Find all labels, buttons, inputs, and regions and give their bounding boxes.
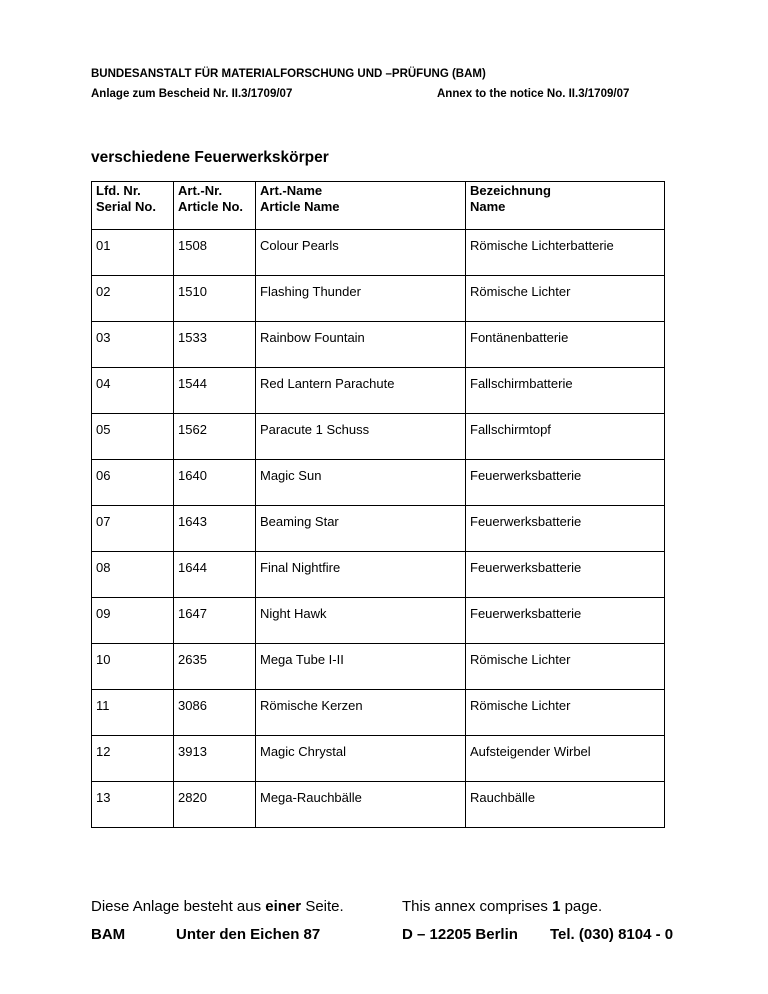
- article-no-cell: 1640: [174, 460, 256, 506]
- table-row: [92, 644, 665, 690]
- article-name-cell: Römische Kerzen: [256, 690, 466, 736]
- table-header-row: [92, 182, 665, 230]
- article-name-cell: Mega Tube I-II: [256, 644, 466, 690]
- designation-cell: Römische Lichter: [466, 644, 665, 690]
- article-name-cell: Magic Sun: [256, 460, 466, 506]
- article-name-cell: Colour Pearls: [256, 230, 466, 276]
- table-row: [92, 690, 665, 736]
- serial-no-cell: 06: [92, 460, 174, 506]
- table-row: [92, 276, 665, 322]
- fireworks-table: [91, 181, 665, 828]
- table-row: [92, 782, 665, 828]
- table-row: [92, 552, 665, 598]
- article-no-cell: 2635: [174, 644, 256, 690]
- serial-no-cell: 11: [92, 690, 174, 736]
- article-no-cell: 2820: [174, 782, 256, 828]
- designation-cell: Römische Lichter: [466, 690, 665, 736]
- designation-cell: Feuerwerksbatterie: [466, 460, 665, 506]
- serial-no-cell: 03: [92, 322, 174, 368]
- footer-note-de: Diese Anlage besteht aus einer Seite.: [91, 898, 344, 915]
- serial-no-cell: 08: [92, 552, 174, 598]
- serial-no-cell: 04: [92, 368, 174, 414]
- article-no-cell: 1644: [174, 552, 256, 598]
- designation-cell: Feuerwerksbatterie: [466, 552, 665, 598]
- article-name-cell: Rainbow Fountain: [256, 322, 466, 368]
- designation-cell: Feuerwerksbatterie: [466, 598, 665, 644]
- header-designation: Bezeichnung Name: [466, 182, 665, 230]
- header-institution: BUNDESANSTALT FÜR MATERIALFORSCHUNG UND –PRÜFUNG (BAM): [91, 68, 486, 80]
- serial-no-cell: 07: [92, 506, 174, 552]
- table-row: [92, 598, 665, 644]
- header-annex-de: Anlage zum Bescheid Nr. II.3/1709/07: [91, 88, 293, 100]
- table-row: [92, 460, 665, 506]
- article-no-cell: 1544: [174, 368, 256, 414]
- designation-cell: Römische Lichterbatterie: [466, 230, 665, 276]
- article-no-cell: 1647: [174, 598, 256, 644]
- document-title: verschiedene Feuerwerkskörper: [91, 149, 329, 166]
- designation-cell: Rauchbälle: [466, 782, 665, 828]
- article-no-cell: 1508: [174, 230, 256, 276]
- serial-no-cell: 10: [92, 644, 174, 690]
- article-name-cell: Final Nightfire: [256, 552, 466, 598]
- serial-no-cell: 05: [92, 414, 174, 460]
- article-name-cell: Mega-Rauchbälle: [256, 782, 466, 828]
- table-row: [92, 506, 665, 552]
- serial-no-cell: 09: [92, 598, 174, 644]
- table-row: [92, 230, 665, 276]
- article-name-cell: Paracute 1 Schuss: [256, 414, 466, 460]
- article-name-cell: Beaming Star: [256, 506, 466, 552]
- designation-cell: Aufsteigender Wirbel: [466, 736, 665, 782]
- designation-cell: Feuerwerksbatterie: [466, 506, 665, 552]
- article-name-cell: Flashing Thunder: [256, 276, 466, 322]
- footer-note-en: This annex comprises 1 page.: [402, 898, 603, 915]
- article-no-cell: 1643: [174, 506, 256, 552]
- serial-no-cell: 01: [92, 230, 174, 276]
- article-no-cell: 3086: [174, 690, 256, 736]
- serial-no-cell: 13: [92, 782, 174, 828]
- article-name-cell: Magic Chrystal: [256, 736, 466, 782]
- table-row: [92, 322, 665, 368]
- designation-cell: Römische Lichter: [466, 276, 665, 322]
- article-no-cell: 3913: [174, 736, 256, 782]
- table-row: [92, 414, 665, 460]
- designation-cell: Fallschirmtopf: [466, 414, 665, 460]
- header-annex-en: Annex to the notice No. II.3/1709/07: [437, 88, 630, 100]
- serial-no-cell: 12: [92, 736, 174, 782]
- article-name-cell: Red Lantern Parachute: [256, 368, 466, 414]
- header-serial-no: Lfd. Nr. Serial No.: [92, 182, 174, 230]
- footer-city: D – 12205 Berlin: [402, 926, 518, 943]
- article-name-cell: Night Hawk: [256, 598, 466, 644]
- header-article-no: Art.-Nr. Article No.: [174, 182, 256, 230]
- table-row: [92, 368, 665, 414]
- header-article-name: Art.-Name Article Name: [256, 182, 466, 230]
- article-no-cell: 1510: [174, 276, 256, 322]
- footer-org: BAM: [91, 926, 126, 943]
- serial-no-cell: 02: [92, 276, 174, 322]
- table-row: [92, 736, 665, 782]
- article-no-cell: 1562: [174, 414, 256, 460]
- designation-cell: Fontänenbatterie: [466, 322, 665, 368]
- designation-cell: Fallschirmbatterie: [466, 368, 665, 414]
- footer-phone: Tel. (030) 8104 - 0: [550, 926, 674, 943]
- article-no-cell: 1533: [174, 322, 256, 368]
- footer-street: Unter den Eichen 87: [176, 926, 321, 943]
